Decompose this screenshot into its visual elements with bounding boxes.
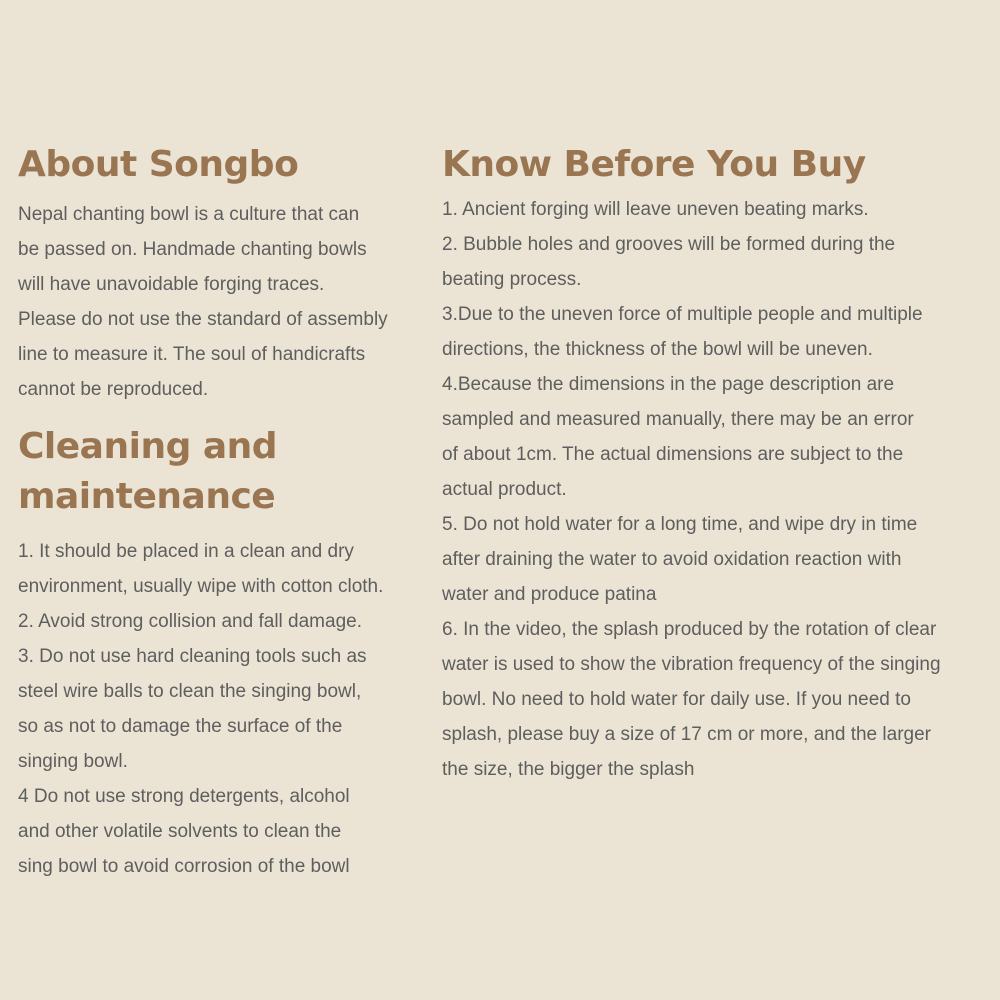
cleaning-maintenance-heading: Cleaning and maintenance [18, 426, 278, 517]
cleaning-maintenance-text: 1. It should be placed in a clean and dry environment, usually wipe with cotton cloth. 2. Avoid strong collision and fall damage. 3. Do not use hard cleaning tools such as steel wire balls to clean the singing bowl, so as not to damage the surface of the singing bowl. 4 Do not use strong detergents, alcohol and other volatile solvents to clean the sing bowl to avoid corrosion of the bowl [18, 541, 384, 877]
about-songbo-text: Nepal chanting bowl is a culture that can be passed on. Handmade chanting bowls will have unavoidable forging traces. Please do not use the standard of assembly line to measure it. The soul of handicrafts cannot be reproduced. [18, 204, 388, 400]
know-before-you-buy-heading: Know Before You Buy [442, 144, 866, 185]
know-before-you-buy-text: 1. Ancient forging will leave uneven beating marks. 2. Bubble holes and grooves will be formed during the beating process. 3.Due to the uneven force of multiple people and multiple directions, the thickness of the bowl will be uneven. 4.Because the dimensions in the page description are sampled and measured manually, there may be an error of about 1cm. The actual dimensions are subject to the actual product. 5. Do not hold water for a long time, and wipe dry in time after draining the water to avoid oxidation reaction with water and produce patina 6. In the video, the splash produced by the rotation of clear water is used to show the vibration frequency of the singing bowl. No need to hold water for daily use. If you need to splash, please buy a size of 17 cm or more, and the larger the size, the bigger the splash [442, 199, 941, 780]
about-songbo-heading: About Songbo [18, 144, 299, 185]
